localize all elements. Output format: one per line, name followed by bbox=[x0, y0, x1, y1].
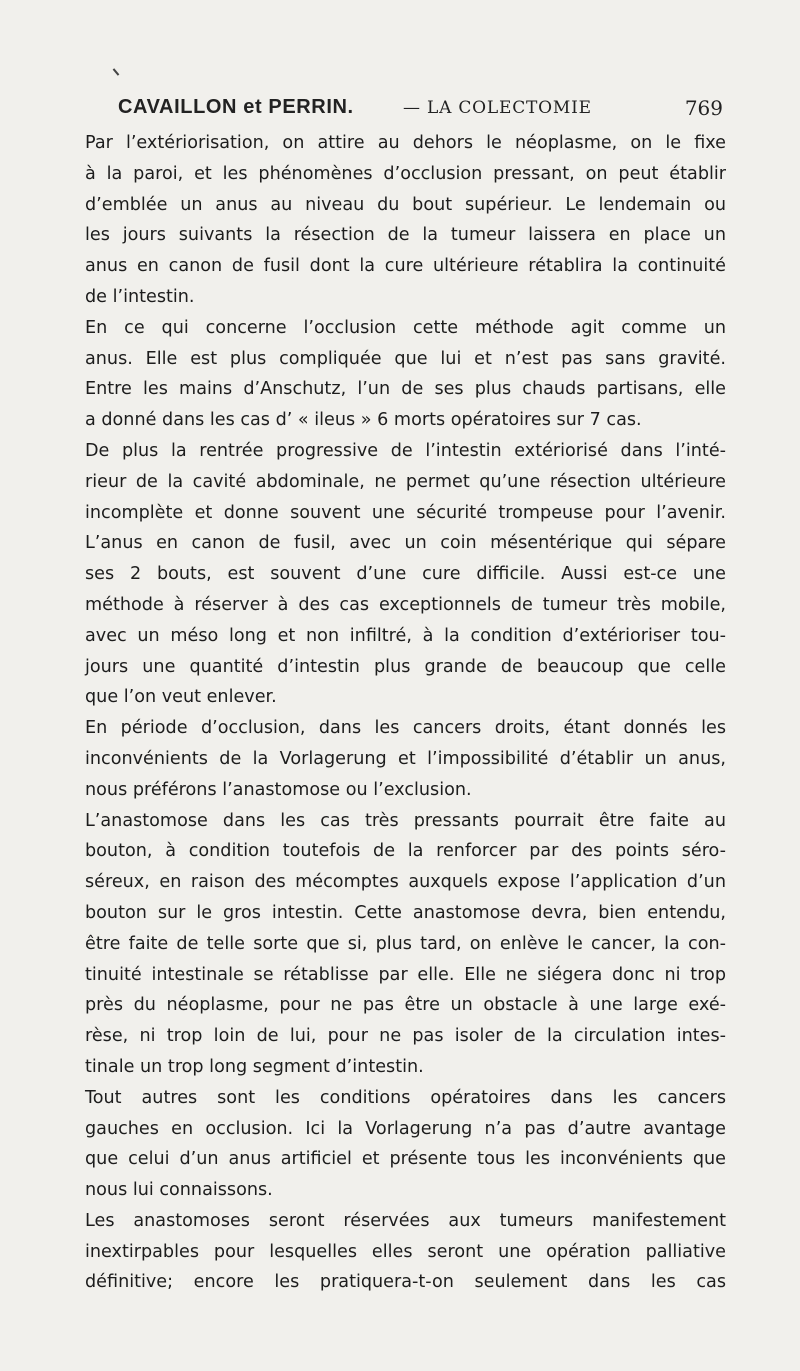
text-line: Les anastomoses seront réservées aux tumeurs manifestement bbox=[85, 1210, 726, 1231]
text-line: a donné dans les cas d’ « ileus » 6 morts opératoires sur 7 cas. bbox=[85, 410, 642, 431]
text-line: anus en canon de fusil dont la cure ultérieure rétablira la continuité bbox=[85, 256, 726, 277]
body-text bbox=[85, 128, 726, 1298]
text-line: bouton sur le gros intestin. Cette anastomose devra, bien entendu, bbox=[85, 902, 726, 923]
page-number: 769 bbox=[684, 96, 723, 120]
text-line: incomplète et donne souvent une sécurité trompeuse pour l’avenir. bbox=[85, 502, 726, 523]
text-line: tinale un trop long segment d’intestin. bbox=[85, 1056, 424, 1077]
text-line: à la paroi, et les phénomènes d’occlusion pressant, on peut établir bbox=[85, 163, 726, 184]
text-line: En ce qui concerne l’occlusion cette méthode agit comme un bbox=[85, 317, 726, 338]
text-line: En période d’occlusion, dans les cancers droits, étant donnés les bbox=[85, 718, 726, 739]
text-line: Entre les mains d’Anschutz, l’un de ses plus chauds partisans, elle bbox=[85, 379, 726, 400]
text-line: Tout autres sont les conditions opératoires dans les cancers bbox=[85, 1087, 726, 1108]
text-line: tinuité intestinale se rétablisse par elle. Elle ne siégera donc ni trop bbox=[85, 964, 726, 985]
text-line: que celui d’un anus artificiel et présente tous les inconvénients que bbox=[85, 1149, 726, 1170]
text-line: séreux, en raison des mécomptes auxquels expose l’application d’un bbox=[85, 872, 726, 893]
text-line: nous lui connaissons. bbox=[85, 1180, 273, 1201]
text-line: bouton, à condition toutefois de la renforcer par des points séro- bbox=[85, 841, 726, 862]
text-line: nous préférons l’anastomose ou l’exclusion. bbox=[85, 779, 472, 800]
text-line: être faite de telle sorte que si, plus tard, on enlève le cancer, la con- bbox=[85, 933, 726, 954]
text-line: près du néoplasme, pour ne pas être un obstacle à une large exé- bbox=[85, 995, 726, 1016]
header-section-title: — LA COLECTOMIE bbox=[403, 98, 592, 118]
text-line: que l’on veut enlever. bbox=[85, 687, 277, 708]
text-line: Par l’extériorisation, on attire au dehors le néoplasme, on le fixe bbox=[85, 133, 726, 153]
text-line: ses 2 bouts, est souvent d’une cure difficile. Aussi est-ce une bbox=[85, 564, 726, 585]
text-line: L’anastomose dans les cas très pressants pourrait être faite au bbox=[85, 810, 726, 831]
text-line: gauches en occlusion. Ici la Vorlagerung n’a pas d’autre avantage bbox=[85, 1118, 726, 1139]
text-line: avec un méso long et non infiltré, à la condition d’extérioriser tou- bbox=[85, 625, 726, 646]
text-line: les jours suivants la résection de la tumeur laissera en place un bbox=[85, 225, 726, 246]
text-line: rèse, ni trop loin de lui, pour ne pas isoler de la circulation intes- bbox=[85, 1026, 726, 1047]
text-line: de l’intestin. bbox=[85, 286, 195, 307]
text-line: définitive; encore les pratiquera-t-on seulement dans les cas bbox=[85, 1272, 726, 1293]
text-line: inextirpables pour lesquelles elles seront une opération palliative bbox=[85, 1241, 726, 1262]
text-line: De plus la rentrée progressive de l’intestin extériorisé dans l’inté- bbox=[85, 440, 726, 461]
text-line: anus. Elle est plus compliquée que lui et n’est pas sans gravité. bbox=[85, 348, 726, 369]
text-line: jours une quantité d’intestin plus grande de beaucoup que celle bbox=[85, 656, 726, 677]
running-header bbox=[118, 92, 723, 124]
text-line: L’anus en canon de fusil, avec un coin mésentérique qui sépare bbox=[85, 533, 726, 554]
ink-mark bbox=[113, 68, 120, 75]
text-line: inconvénients de la Vorlagerung et l’impossibilité d’établir un anus, bbox=[85, 748, 726, 769]
text-line: rieur de la cavité abdominale, ne permet qu’une résection ultérieure bbox=[85, 471, 726, 492]
header-authors: CAVAILLON et PERRIN. bbox=[118, 96, 354, 118]
text-line: d’emblée un anus au niveau du bout supérieur. Le lendemain ou bbox=[85, 194, 726, 215]
text-line: méthode à réserver à des cas exceptionnels de tumeur très mobile, bbox=[85, 594, 726, 615]
